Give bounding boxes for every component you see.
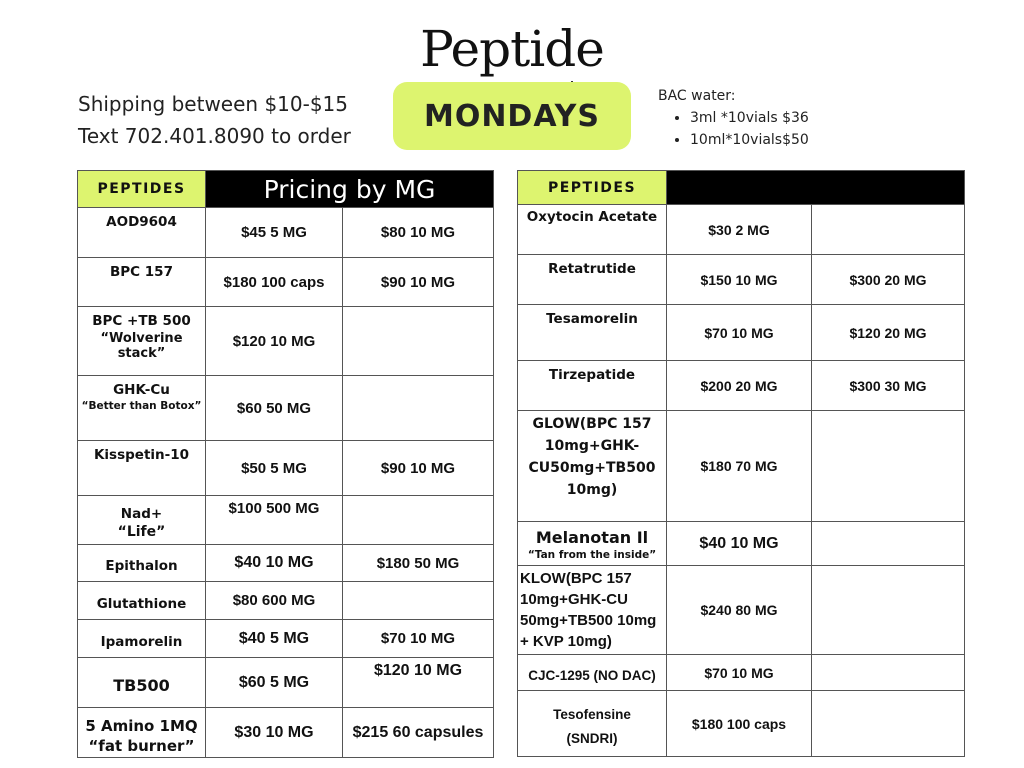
table-header-row [518,171,965,205]
table-row [518,566,965,655]
price-2 [343,496,494,545]
peptides-header: PEPTIDES [518,171,667,205]
peptide-name: Melanotan Il [535,528,649,547]
table-row [78,582,494,620]
peptide-tagline: “Life” [117,524,166,540]
table-row [518,691,965,757]
table-row [518,255,965,305]
price-2 [812,411,965,522]
price-1: $30 2 MG [667,205,812,255]
price-1: $40 10 MG [206,545,343,582]
price-2: $120 20 MG [812,305,965,361]
page-title: Peptide [420,20,604,78]
price-1: $40 5 MG [206,620,343,658]
price-1: $40 10 MG [667,522,812,566]
peptide-cell [518,522,667,566]
price-2: $215 60 capsules [343,708,494,758]
peptide-tagline: “fat burner” [88,736,195,755]
peptide-tagline: “Better than Botox” [81,400,202,412]
price-2 [812,655,965,691]
price-2 [812,566,965,655]
table-row [78,496,494,545]
table-row [78,258,494,307]
peptide-name: Glutathione [78,582,206,620]
price-1: $60 50 MG [206,376,343,441]
right-pricing-table [517,170,965,757]
price-2: $300 30 MG [812,361,965,411]
price-1: $180 100 caps [667,691,812,757]
price-2 [812,522,965,566]
table-row [518,522,965,566]
price-1: $150 10 MG [667,255,812,305]
peptide-name: GLOW(BPC 157 10mg+GHK-CU50mg+TB500 10mg) [518,411,667,522]
price-2: $300 20 MG [812,255,965,305]
peptide-name: Epithalon [78,545,206,582]
peptide-name: 5 Amino 1MQ [85,716,198,735]
price-1: $70 10 MG [667,305,812,361]
table-header-row [78,171,494,208]
table-row [78,658,494,708]
order-line: Text 702.401.8090 to order [78,124,351,148]
peptide-name: Tesamorelin [518,305,667,361]
subtitle-badge: MONDAYS [393,82,631,150]
price-1: $80 600 MG [206,582,343,620]
peptide-name: BPC 157 [78,258,206,307]
bac-label: BAC water: [658,88,736,104]
price-1: $180 100 caps [206,258,343,307]
price-1: $240 80 MG [667,566,812,655]
peptides-header: PEPTIDES [78,171,206,208]
price-1: $120 10 MG [206,307,343,376]
peptide-name: Kisspetin-10 [78,441,206,496]
table-row [78,545,494,582]
price-1: $100 500 MG [206,496,343,545]
peptide-name: Oxytocin Acetate [518,205,667,255]
bac-item: • 10ml*10vials$50 [690,129,809,151]
peptide-cell [78,496,206,545]
peptide-cell [78,376,206,441]
peptide-name: BPC +TB 500 [92,313,191,329]
table-row [78,620,494,658]
price-2: $90 10 MG [343,258,494,307]
peptide-cell [78,708,206,758]
shipping-info [78,88,351,152]
shipping-line: Shipping between $10-$15 [78,92,349,116]
left-pricing-table [77,170,494,758]
price-2: $120 10 MG [343,658,494,708]
peptide-tagline: (SNDRI) [566,730,618,746]
bac-water-info [658,88,809,151]
price-2 [343,582,494,620]
table-row [78,376,494,441]
table-row [518,205,965,255]
peptide-name: Ipamorelin [78,620,206,658]
table-row [78,307,494,376]
table-row [518,361,965,411]
peptide-name: Nad+ [120,506,163,522]
price-1: $30 10 MG [206,708,343,758]
price-1: $50 5 MG [206,441,343,496]
pricing-header-blank [667,171,965,205]
price-2: $80 10 MG [343,208,494,258]
price-2 [812,205,965,255]
table-row [78,708,494,758]
peptide-cell [518,691,667,757]
price-1: $180 70 MG [667,411,812,522]
peptide-cell [78,307,206,376]
table-row [518,655,965,691]
peptide-name: Tesofensine [553,706,631,722]
bac-item: • 3ml *10vials $36 [690,107,809,129]
peptide-name: Retatrutide [518,255,667,305]
table-row [518,411,965,522]
peptide-tagline: “Wolverine stack” [100,331,183,361]
bac-list [658,107,809,151]
peptide-name: Tirzepatide [518,361,667,411]
price-1: $45 5 MG [206,208,343,258]
price-2 [812,691,965,757]
price-2 [343,376,494,441]
table-row [518,305,965,361]
peptide-tagline: “Tan from the inside” [527,549,657,561]
price-2: $70 10 MG [343,620,494,658]
price-2: $180 50 MG [343,545,494,582]
pricing-header: Pricing by MG [206,171,494,208]
table-row [78,441,494,496]
peptide-name: KLOW(BPC 157 10mg+GHK-CU 50mg+TB500 10mg + KVP 10mg) [518,566,667,655]
peptide-name: AOD9604 [78,208,206,258]
peptide-name: TB500 [78,658,206,708]
price-2 [343,307,494,376]
price-2: $90 10 MG [343,441,494,496]
price-1: $70 10 MG [667,655,812,691]
price-1: $200 20 MG [667,361,812,411]
price-1: $60 5 MG [206,658,343,708]
table-row [78,208,494,258]
peptide-name: GHK-Cu [113,382,170,398]
peptide-name: CJC-1295 (NO DAC) [518,655,667,691]
